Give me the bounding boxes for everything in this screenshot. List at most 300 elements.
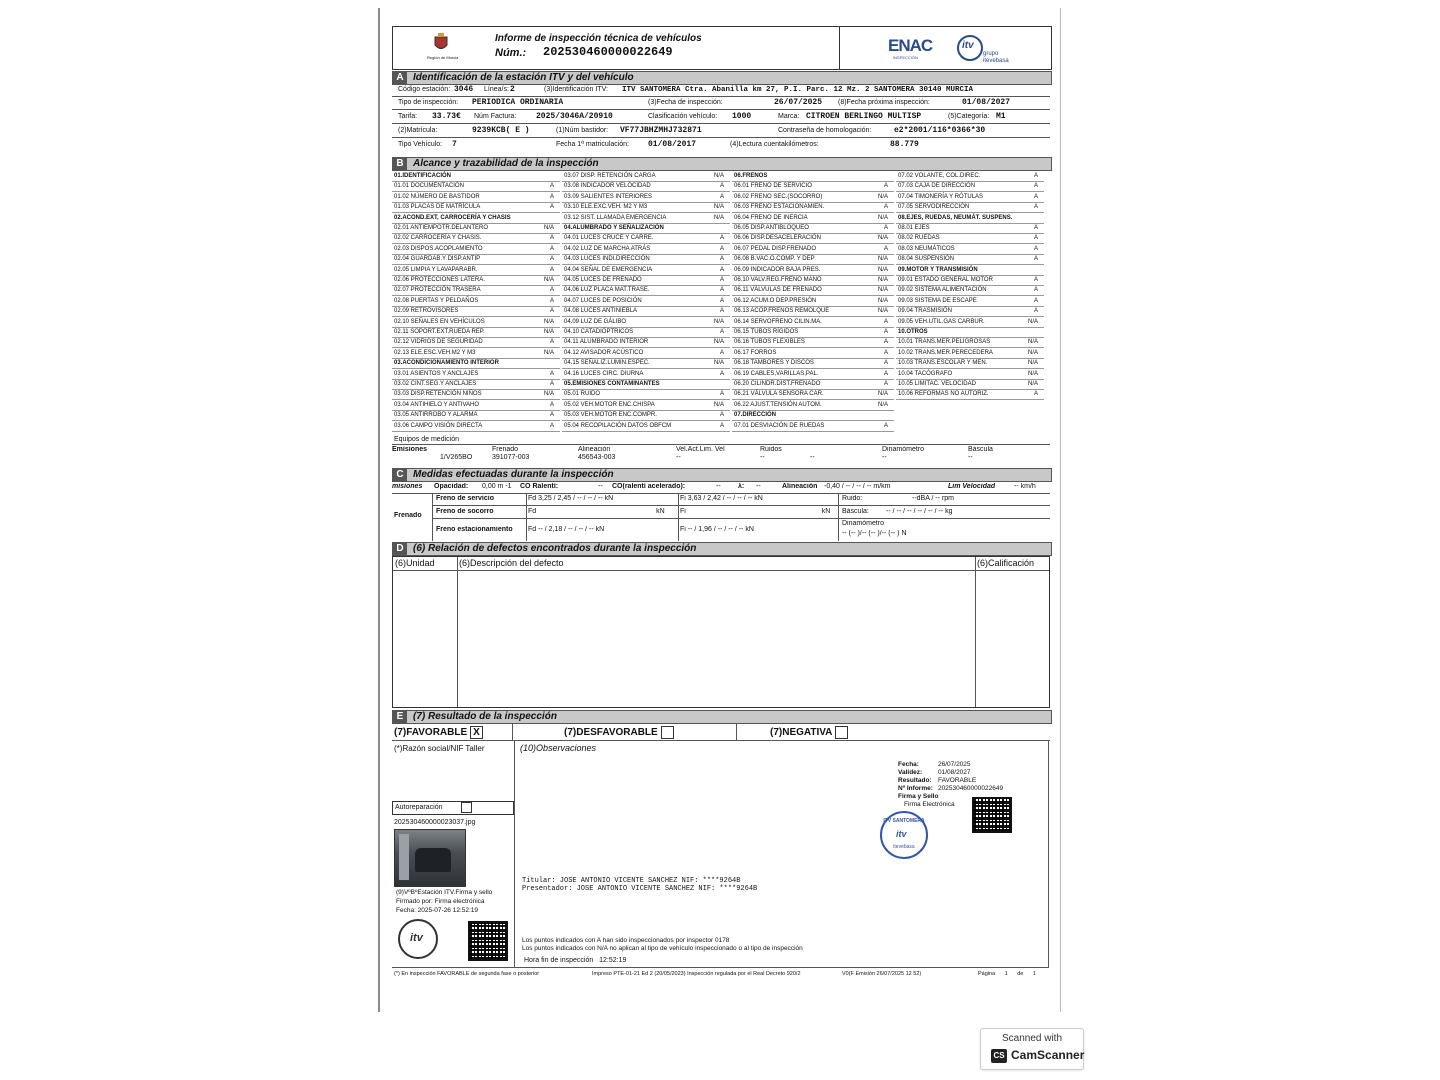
inspection-item	[392, 337, 560, 348]
inspection-item	[392, 213, 560, 224]
inspection-item-result: A	[549, 287, 554, 294]
inspection-item-result: N/A	[877, 308, 888, 315]
photo-caption: 202530460000023037.jpg	[394, 819, 476, 826]
inspection-report	[392, 26, 1052, 986]
inspection-item-result: A	[883, 318, 888, 325]
inspection-item-label: 02.05 LIMPIA Y LAVAPARABR.	[394, 266, 478, 273]
inspection-item-result: A	[719, 266, 724, 273]
inspection-item-label: 02.01 ANTIEMPOTR.DELANTERO	[394, 225, 489, 231]
inspection-item-result: A	[549, 381, 554, 387]
inspection-item-result: A	[1033, 183, 1038, 190]
inspection-item	[562, 202, 730, 213]
inspection-item-label: 03.10 ELE.EXC.VEH. M2 Y M3	[564, 204, 648, 211]
inspection-item-label: 09.01 ESTADO GENERAL MOTOR	[898, 277, 993, 283]
inspection-item	[896, 296, 1044, 307]
inspection-item	[732, 171, 894, 182]
inspection-item-label: 02.08 PUERTAS Y PELDAÑOS	[394, 297, 479, 304]
titular: Titular: JOSE ANTONIO VICENTE SANCHEZ NIF: ****9264B	[522, 877, 741, 885]
inspection-item	[732, 233, 894, 244]
inspection-item-result: A	[549, 204, 554, 211]
negativa-checkbox[interactable]	[835, 726, 848, 739]
inspection-item-result: A	[549, 183, 554, 190]
inspection-item-result: N/A	[713, 173, 724, 179]
inspection-item	[732, 213, 894, 224]
inspection-item-result: N/A	[713, 214, 724, 221]
inspection-item-result: N/A	[877, 297, 888, 304]
defects-col-desc: (6)Descripción del defecto	[459, 558, 564, 568]
inspection-item-label: 06.20 CILINDR.DIST.FRENADO	[734, 381, 821, 387]
inspection-item-label: 09.MOTOR Y TRANSMISIÓN	[898, 266, 978, 273]
inspection-item-label: 04.09 LUZ DE GÁLIBO	[564, 318, 627, 325]
inspection-item-result: A	[1033, 235, 1038, 242]
enac-sub: INSPECCIÓN	[893, 55, 918, 60]
inspection-item	[896, 348, 1044, 359]
inspection-item-label: 08.02 RUEDAS	[898, 235, 940, 242]
inspection-item-result: A	[719, 193, 724, 200]
inspection-item-result: A	[883, 422, 888, 429]
inspection-item-result: N/A	[877, 256, 888, 263]
inspection-item	[732, 348, 894, 359]
section-c-header: C Medidas efectuadas durante la inspección	[392, 468, 1052, 482]
inspection-item-result: A	[719, 349, 724, 356]
equipos-label: Equipos de medición	[394, 436, 459, 443]
inspection-item-result: A	[719, 235, 724, 242]
inspection-item-label: 01.IDENTIFICACIÓN	[394, 173, 452, 179]
inspection-item	[732, 306, 894, 317]
inspection-item	[392, 275, 560, 286]
footer-pagina: Página 1 de 1	[978, 971, 1036, 977]
inspection-item-label: 04.06 LUZ PLACA MAT.TRASE.	[564, 287, 650, 294]
inspection-item	[392, 400, 560, 411]
inspection-item	[896, 379, 1044, 390]
inspection-item	[392, 327, 560, 338]
footer-note: (*) En inspección FAVORABLE de segunda fase o posterior	[394, 971, 540, 977]
inspection-item-label: 03.02 CINT.SEG.Y ANCLAJES	[394, 381, 477, 387]
footer-impreso: Impreso PTE-01-21 Ed 2 (20/05/2023) Inspección regulada por el Real Decreto 920/2	[592, 971, 801, 977]
inspection-item	[732, 296, 894, 307]
inspection-item	[896, 358, 1044, 369]
inspection-item-result: A	[719, 308, 724, 315]
inspection-item-result: N/A	[713, 339, 724, 346]
inspection-item-result: N/A	[877, 214, 888, 221]
inspection-item-result: A	[549, 308, 554, 315]
inspection-item-result: A	[1033, 225, 1038, 231]
inspection-item-label: 08.EJES, RUEDAS, NEUMÁT. SUSPENS.	[898, 214, 1013, 221]
inspection-item	[896, 181, 1044, 192]
inspection-item	[392, 389, 560, 400]
inspection-item-label: 04.02 LUZ DE MARCHA ATRÁS	[564, 245, 651, 252]
inspection-item-result: N/A	[877, 391, 888, 398]
inspection-item-result: A	[719, 256, 724, 263]
inspection-item	[392, 254, 560, 265]
inspection-item-label: 01.02 NÚMERO DE BASTIDOR	[394, 193, 480, 200]
inspection-item-result: N/A	[1027, 349, 1038, 356]
inspection-item	[562, 254, 730, 265]
inspection-item	[896, 192, 1044, 203]
inspection-item-label: 04.15 SEÑALIZ.LUMIN.ESPEC.	[564, 360, 650, 367]
inspection-item	[392, 296, 560, 307]
inspection-item-label: 04.03 LUCES INDI.DIRECCIÓN	[564, 256, 650, 263]
inspection-item	[562, 275, 730, 286]
camscanner-logo-icon: CS	[991, 1049, 1007, 1063]
autoreparacion-box: Autoreparación	[392, 801, 514, 815]
inspection-item-result: N/A	[713, 318, 724, 325]
station-seal-icon: ITV SANTOMERA itv itevebasa	[880, 811, 928, 859]
inspection-item-label: 04.ALUMBRADO Y SEÑALIZACIÓN	[564, 225, 664, 231]
inspection-item-label: 06.22 AJUST.TENSIÓN AUTOM.	[734, 401, 822, 408]
report-number: 202530460000022649	[543, 45, 673, 59]
inspection-item	[562, 327, 730, 338]
inspection-item	[896, 337, 1044, 348]
inspection-item-label: 04.16 LUCES CIRC. DIURNA	[564, 370, 644, 377]
inspection-item-result: N/A	[1027, 370, 1038, 377]
inspection-item-label: 02.03 DISPOS.ACOPLAMIENTO	[394, 245, 483, 252]
inspection-item-result: N/A	[543, 349, 554, 356]
header-divider	[839, 27, 840, 69]
section-d-header: D (6) Relación de defectos encontrados durante la inspección	[392, 542, 1052, 556]
inspection-item-result: A	[719, 412, 724, 419]
qr-code-left-icon	[468, 921, 508, 961]
inspection-item	[392, 223, 560, 234]
inspection-item-label: 06.16 TUBOS FLEXIBLES	[734, 339, 805, 346]
inspection-item-label: 03.01 ASIENTOS Y ANCLAJES	[394, 370, 479, 377]
inspection-item-result: N/A	[877, 401, 888, 408]
inspection-item	[392, 171, 560, 182]
scanned-with-label: Scanned with	[1001, 1033, 1063, 1044]
inspection-item	[562, 265, 730, 276]
inspection-item-result: A	[1033, 256, 1038, 263]
inspection-item-result: N/A	[713, 401, 724, 408]
inspection-item	[896, 317, 1044, 328]
autoreparacion-checkbox[interactable]	[461, 802, 472, 813]
inspection-item	[562, 358, 730, 369]
inspection-item-label: 10.OTROS	[898, 329, 928, 335]
inspection-item	[732, 275, 894, 286]
inspection-item	[392, 348, 560, 359]
inspection-item-result: A	[549, 422, 554, 429]
inspection-item-label: 06.21 VÁLVULA SENSORA CAR.	[734, 391, 824, 398]
inspection-item	[896, 202, 1044, 213]
inspection-item	[562, 389, 730, 400]
inspection-item-label: 06.03 FRENO ESTACIONAMIEN.	[734, 204, 825, 211]
inspection-item-label: 02.12 VIDRIOS DE SEGURIDAD	[394, 339, 483, 346]
inspection-item-result: A	[1033, 277, 1038, 283]
inspection-item-label: 05.02 VEH.MOTOR ENC.CHISPA	[564, 401, 655, 408]
inspection-item	[392, 379, 560, 390]
report-header	[392, 26, 1052, 70]
inspection-item-label: 01.01 DOCUMENTACIÓN	[394, 183, 464, 190]
inspection-item-result: N/A	[877, 266, 888, 273]
equipos-row: Emisiones 1/V265BO Frenado 391077-003 Alineación 456543-003 Vel.Act.Lim. Vel -- Ruidos -- -- Dinamómetro -- Báscula --	[392, 446, 993, 461]
inspection-item	[562, 337, 730, 348]
inspection-item-label: 04.08 LUCES ANTINIEBLA	[564, 308, 638, 315]
inspection-item	[896, 327, 1044, 338]
desfavorable-label: (7)DESFAVORABLE	[564, 727, 658, 739]
inspection-item	[392, 192, 560, 203]
inspection-item-result: A	[883, 349, 888, 356]
inspection-item	[562, 369, 730, 380]
inspection-item-label: 06.08 B.VAC.O.COMP. Y DEP	[734, 256, 815, 263]
inspection-item-label: 02.09 RETROVISORES	[394, 308, 459, 315]
inspection-item-result: A	[883, 183, 888, 190]
inspection-item-label: 09.03 SISTEMA DE ESCAPE	[898, 297, 977, 304]
inspection-item	[732, 265, 894, 276]
inspection-item-result: A	[883, 339, 888, 346]
inspection-item	[732, 400, 894, 411]
firma-title: (9)VºBºEstación ITV.Firma y sello	[396, 889, 493, 896]
inspection-item-result: N/A	[543, 391, 554, 398]
inspection-item-result: N/A	[543, 329, 554, 335]
inspection-item-label: 06.10 VALV.REG.FRENO MANO	[734, 277, 822, 283]
section-c-body: misiones Opacidad: 0,00 m -1 CO Ralentí: -- CO(ralentí acelerado): -- λ: -- Alineación -0,40 / -- / -- / -- m/km Lim Velocidad -- km/h Frenado Freno de servicio Fd 3,25 / 2,45 / -- / -- / -- kN Fi 3,63 / 2,42 / -- / -- / -- kN Freno de socorro Fd kN Fi kN Freno estacionamiento Fd -- / 2,18 / -- / -- / -- kN Fi -- / 1,96 / -- / -- / -- kN Ruido: --dBA / -- rpm Báscula: -- / -- / -- / -- / -- / -- kg Dinamómetro -- (-- )/-- (-- )/-- (-- ) N	[392, 482, 1050, 542]
inspection-item	[896, 275, 1044, 286]
inspection-item	[732, 317, 894, 328]
inspection-item-result: A	[1033, 245, 1038, 252]
inspection-item-result: N/A	[543, 277, 554, 283]
inspection-item-label: 05.03 VEH.MOTOR ENC.COMPR.	[564, 412, 657, 419]
inspection-item-label: 03.07 DISP. RETENCIÓN CARGA	[564, 173, 656, 179]
inspection-item-label: 03.04 ANTIHIELO Y ANTIVAHO	[394, 401, 480, 408]
inspection-item-label: 09.04 TRASMISIÓN	[898, 308, 952, 315]
defects-col-calif: (6)Calificación	[977, 558, 1035, 568]
inspection-item	[732, 192, 894, 203]
inspection-item	[562, 306, 730, 317]
nota-a: Los puntos indicados con A han sido inspeccionados por inspector 0178	[522, 937, 730, 944]
inspection-item-label: 07.04 TIMONERÍA Y RÓTULAS	[898, 193, 984, 200]
inspection-item-label: 06.06 DISP.DESACELERACIÓN	[734, 235, 821, 242]
inspection-item-result: N/A	[543, 318, 554, 325]
section-a-row-3: Tarifa: 33.73€ Núm Factura: 2025/3046A/20910 Clasificación vehículo: 1000 Marca: CITROEN BERLINGO MULTISP (5)Categoría: M1	[398, 112, 1006, 121]
inspection-item-label: 06.11 VÁLVULAS DE FRENADO	[734, 287, 822, 294]
inspection-item-label: 06.09 INDICADOR BAJA PRES.	[734, 266, 821, 273]
inspection-item	[562, 233, 730, 244]
section-a-row-2: Tipo de inspección: PERIÓDICA ORDINARIA (3)Fecha de inspección: 26/07/2025 (8)Fecha próxima inspección: 01/08/2027	[398, 98, 1011, 107]
inspection-item	[562, 171, 730, 182]
inspection-item	[392, 202, 560, 213]
inspection-item-result: A	[719, 370, 724, 377]
inspection-item	[896, 223, 1044, 234]
inspection-item-result: N/A	[877, 235, 888, 242]
itv-group-label: grupo itevebasa	[983, 51, 1009, 64]
inspection-item	[392, 317, 560, 328]
inspection-item	[732, 389, 894, 400]
inspection-item-result: A	[549, 256, 554, 263]
defects-col-unidad: (6)Unidad	[395, 558, 435, 568]
region-caption: Región de Murcia	[427, 55, 459, 60]
inspection-item	[896, 171, 1044, 182]
inspection-item-label: 08.04 SUSPENSIÓN	[898, 256, 955, 263]
inspection-item-result: A	[719, 277, 724, 283]
firmado-por: Firmado por: Firma electrónica	[396, 898, 485, 905]
inspection-item-result: N/A	[1027, 360, 1038, 367]
inspection-item	[732, 223, 894, 234]
inspection-item-label: 07.05 SERVODIRECCIÓN	[898, 204, 970, 211]
inspection-item-label: 06.13 ACOP.FRENOS REMOLQUE	[734, 308, 830, 315]
inspection-item-label: 04.10 CATADIÓPTRICOS	[564, 329, 634, 335]
inspection-item-label: 05.01 RUIDO	[564, 391, 601, 398]
inspection-item-label: 10.01 TRANS.MER.PELIGROSAS	[898, 339, 991, 346]
nota-na: Los puntos indicados con N/A no aplican al tipo de vehículo inspeccionado o al tipo de inspección	[522, 945, 803, 952]
inspection-item-result: A	[719, 329, 724, 335]
section-b-header: B Alcance y trazabilidad de la inspección	[392, 157, 1052, 171]
inspection-item-result: N/A	[713, 360, 724, 367]
itv-seal-icon: itv	[398, 919, 438, 959]
inspection-item-label: 03.09 SALIENTES INTERIORES	[564, 193, 653, 200]
section-a-row-4: (2)Matrícula: 9239KCB( E ) (1)Núm bastidor: VF77JBHZMHJ732871 Contraseña de homologación: e2*2001/116*0366*30	[398, 126, 986, 135]
inspection-item-label: 03.08 INDICADOR VELOCIDAD	[564, 183, 651, 190]
inspection-item	[562, 285, 730, 296]
inspection-item	[392, 181, 560, 192]
inspection-item	[392, 421, 560, 432]
inspection-item-label: 10.05 LIMITAC. VELOCIDAD	[898, 381, 976, 387]
inspection-item	[562, 181, 730, 192]
inspection-item-label: 02.10 SEÑALES EN VEHÍCULOS	[394, 318, 485, 325]
inspection-item	[562, 213, 730, 224]
inspection-item-label: 09.02 SISTEMA ALIMENTACIÓN	[898, 287, 987, 294]
inspection-item-label: 05.04 RECOPILACIÓN DATOS OBFCM	[564, 422, 672, 429]
inspection-item	[896, 306, 1044, 317]
inspection-item-label: 10.06 REFORMAS NO AUTORIZ.	[898, 391, 989, 398]
inspection-item	[562, 410, 730, 421]
inspection-item-label: 04.05 LUCES DE FRENADO	[564, 277, 642, 283]
inspection-item-result: A	[549, 297, 554, 304]
inspection-item-result: A	[883, 360, 888, 367]
inspection-item-result: A	[719, 183, 724, 190]
favorable-checkbox[interactable]: X	[470, 726, 483, 739]
inspection-item-label: 05.EMISIONES CONTAMINANTES	[564, 381, 660, 387]
inspection-item-result: A	[549, 193, 554, 200]
inspection-item-label: 08.03 NEUMÁTICOS	[898, 245, 955, 252]
inspection-item	[896, 233, 1044, 244]
inspection-item-label: 07.02 VOLANTE, COL.DIREC.	[898, 173, 981, 179]
inspection-item-result: A	[1033, 308, 1038, 315]
inspection-item-label: 03.12 SIST. LLAMADA EMERGENCIA	[564, 214, 667, 221]
inspection-item-result: A	[549, 245, 554, 252]
inspection-item-result: A	[1033, 204, 1038, 211]
inspection-item-result: N/A	[877, 193, 888, 200]
inspection-item-label: 02.ACOND.EXT, CARROCERÍA Y CHASIS	[394, 214, 511, 221]
inspection-item	[732, 244, 894, 255]
inspection-item-result: A	[883, 204, 888, 211]
inspection-item	[392, 265, 560, 276]
report-number-label: Núm.:	[495, 47, 527, 59]
inspection-item-result: A	[1033, 391, 1038, 398]
inspection-item-result: A	[1033, 193, 1038, 200]
inspection-item	[562, 244, 730, 255]
inspection-item	[392, 358, 560, 369]
inspection-item-result: A	[549, 235, 554, 242]
inspection-item	[562, 348, 730, 359]
itv-logo-icon: itv	[957, 35, 983, 61]
inspection-item-result: A	[883, 370, 888, 377]
inspection-item-label: 10.02 TRANS.MER.PERECEDERA	[898, 349, 993, 356]
inspection-item	[562, 223, 730, 234]
inspection-item-label: 10.03 TRANS.ESCOLAR Y MEN.	[898, 360, 988, 367]
inspection-item-label: 06.04 FRENO DE INERCIA	[734, 214, 808, 221]
inspection-item-label: 06.01 FRENO DE SERVICIO	[734, 183, 812, 190]
inspection-item-label: 06.FRENOS	[734, 173, 768, 179]
inspection-item	[732, 327, 894, 338]
camscanner-label: CamScanner	[1011, 1048, 1085, 1062]
favorable-label: (7)FAVORABLE	[394, 727, 468, 739]
inspection-item-label: 04.07 LUCES DE POSICIÓN	[564, 297, 642, 304]
inspection-item-result: N/A	[877, 277, 888, 283]
section-a-header: A Identificación de la estación ITV y del vehículo	[392, 71, 1052, 85]
camscanner-badge	[980, 1028, 1084, 1070]
inspection-item-label: 02.11 SOPORT.EXT.RUEDA REP.	[394, 329, 485, 335]
inspection-item	[896, 254, 1044, 265]
inspection-item-label: 06.07 PEDAL DISP.FRENADO	[734, 245, 817, 252]
inspection-item-result: A	[549, 412, 554, 419]
inspection-item-result: A	[883, 225, 888, 231]
inspection-item	[732, 379, 894, 390]
inspection-item-result: N/A	[1027, 318, 1038, 325]
inspection-item	[392, 306, 560, 317]
inspection-item	[732, 254, 894, 265]
inspection-item	[732, 421, 894, 432]
inspection-item	[562, 400, 730, 411]
inspection-item-label: 06.05 DISP.ANTIBLOQUEO	[734, 225, 809, 231]
section-e-header: E (7) Resultado de la inspección	[392, 710, 1052, 724]
inspection-item-label: 03.05 ANTIRROBO Y ALARMA	[394, 412, 478, 419]
inspection-item-label: 04.11 ALUMBRADO INTERIOR	[564, 339, 649, 346]
inspection-item-label: 04.04 SEÑAL DE EMERGENCIA	[564, 266, 653, 273]
inspection-item-label: 02.13 ELE.ESC.VEH.M2 Y M3	[394, 349, 476, 356]
qr-code-right-icon	[972, 797, 1012, 833]
inspection-item	[392, 369, 560, 380]
inspection-item-result: A	[883, 329, 888, 335]
inspection-item-label: 06.17 FORROS	[734, 349, 777, 356]
inspection-item-result: A	[549, 370, 554, 377]
inspection-item	[896, 389, 1044, 400]
desfavorable-checkbox[interactable]	[661, 726, 674, 739]
inspection-item-label: 02.04 GUARDAB.Y DISP.ANTIP	[394, 256, 481, 263]
inspection-item-result: N/A	[543, 225, 554, 231]
inspection-item-label: 06.19 CABLES,VARILLAS,PAL.	[734, 370, 819, 377]
inspection-item	[562, 192, 730, 203]
vehicle-photo	[394, 829, 466, 887]
inspection-item-result: A	[1033, 297, 1038, 304]
inspection-item-label: 06.12 ACUM.O DEP.PRESIÓN	[734, 297, 817, 304]
inspection-item-result: A	[719, 391, 724, 398]
inspection-item-result: A	[1033, 173, 1038, 179]
inspection-item-label: 06.15 TUBOS RÍGIDOS	[734, 329, 799, 335]
inspection-item	[562, 421, 730, 432]
inspection-item	[392, 244, 560, 255]
razon-social-label: (*)Razón social/NIF Taller	[394, 744, 485, 753]
inspection-item-label: 06.18 TAMBORES Y DISCOS	[734, 360, 814, 367]
negativa-label: (7)NEGATIVA	[770, 727, 833, 739]
inspection-item-label: 10.04 TACÓGRAFO	[898, 370, 953, 377]
inspection-item	[896, 244, 1044, 255]
inspection-item	[732, 337, 894, 348]
inspection-item-result: A	[719, 245, 724, 252]
inspection-item-label: 08.01 EJES	[898, 225, 930, 231]
inspection-item-result: N/A	[1027, 339, 1038, 346]
result-body	[392, 741, 1049, 968]
inspection-item-label: 07.03 CAJA DE DIRECCIÓN	[898, 183, 976, 190]
inspection-item-label: 04.12 AVISADOR ACÚSTICO	[564, 349, 644, 356]
fecha-firma: Fecha: 2025-07-26 12:52:19	[396, 907, 479, 914]
inspection-item-label: 02.07 PROTECCIÓN TRASERA	[394, 287, 481, 294]
inspection-item-result: N/A	[877, 287, 888, 294]
inspection-item	[896, 369, 1044, 380]
observaciones-label: (10)Observaciones	[520, 743, 597, 753]
inspection-item-label: 04.01 LUCES CRUCE Y CARRE.	[564, 235, 654, 242]
inspection-item	[392, 233, 560, 244]
inspection-item-label: 09.05 VEH.UTIL.GAS CARBUR.	[898, 318, 985, 325]
inspection-item-result: A	[719, 287, 724, 294]
